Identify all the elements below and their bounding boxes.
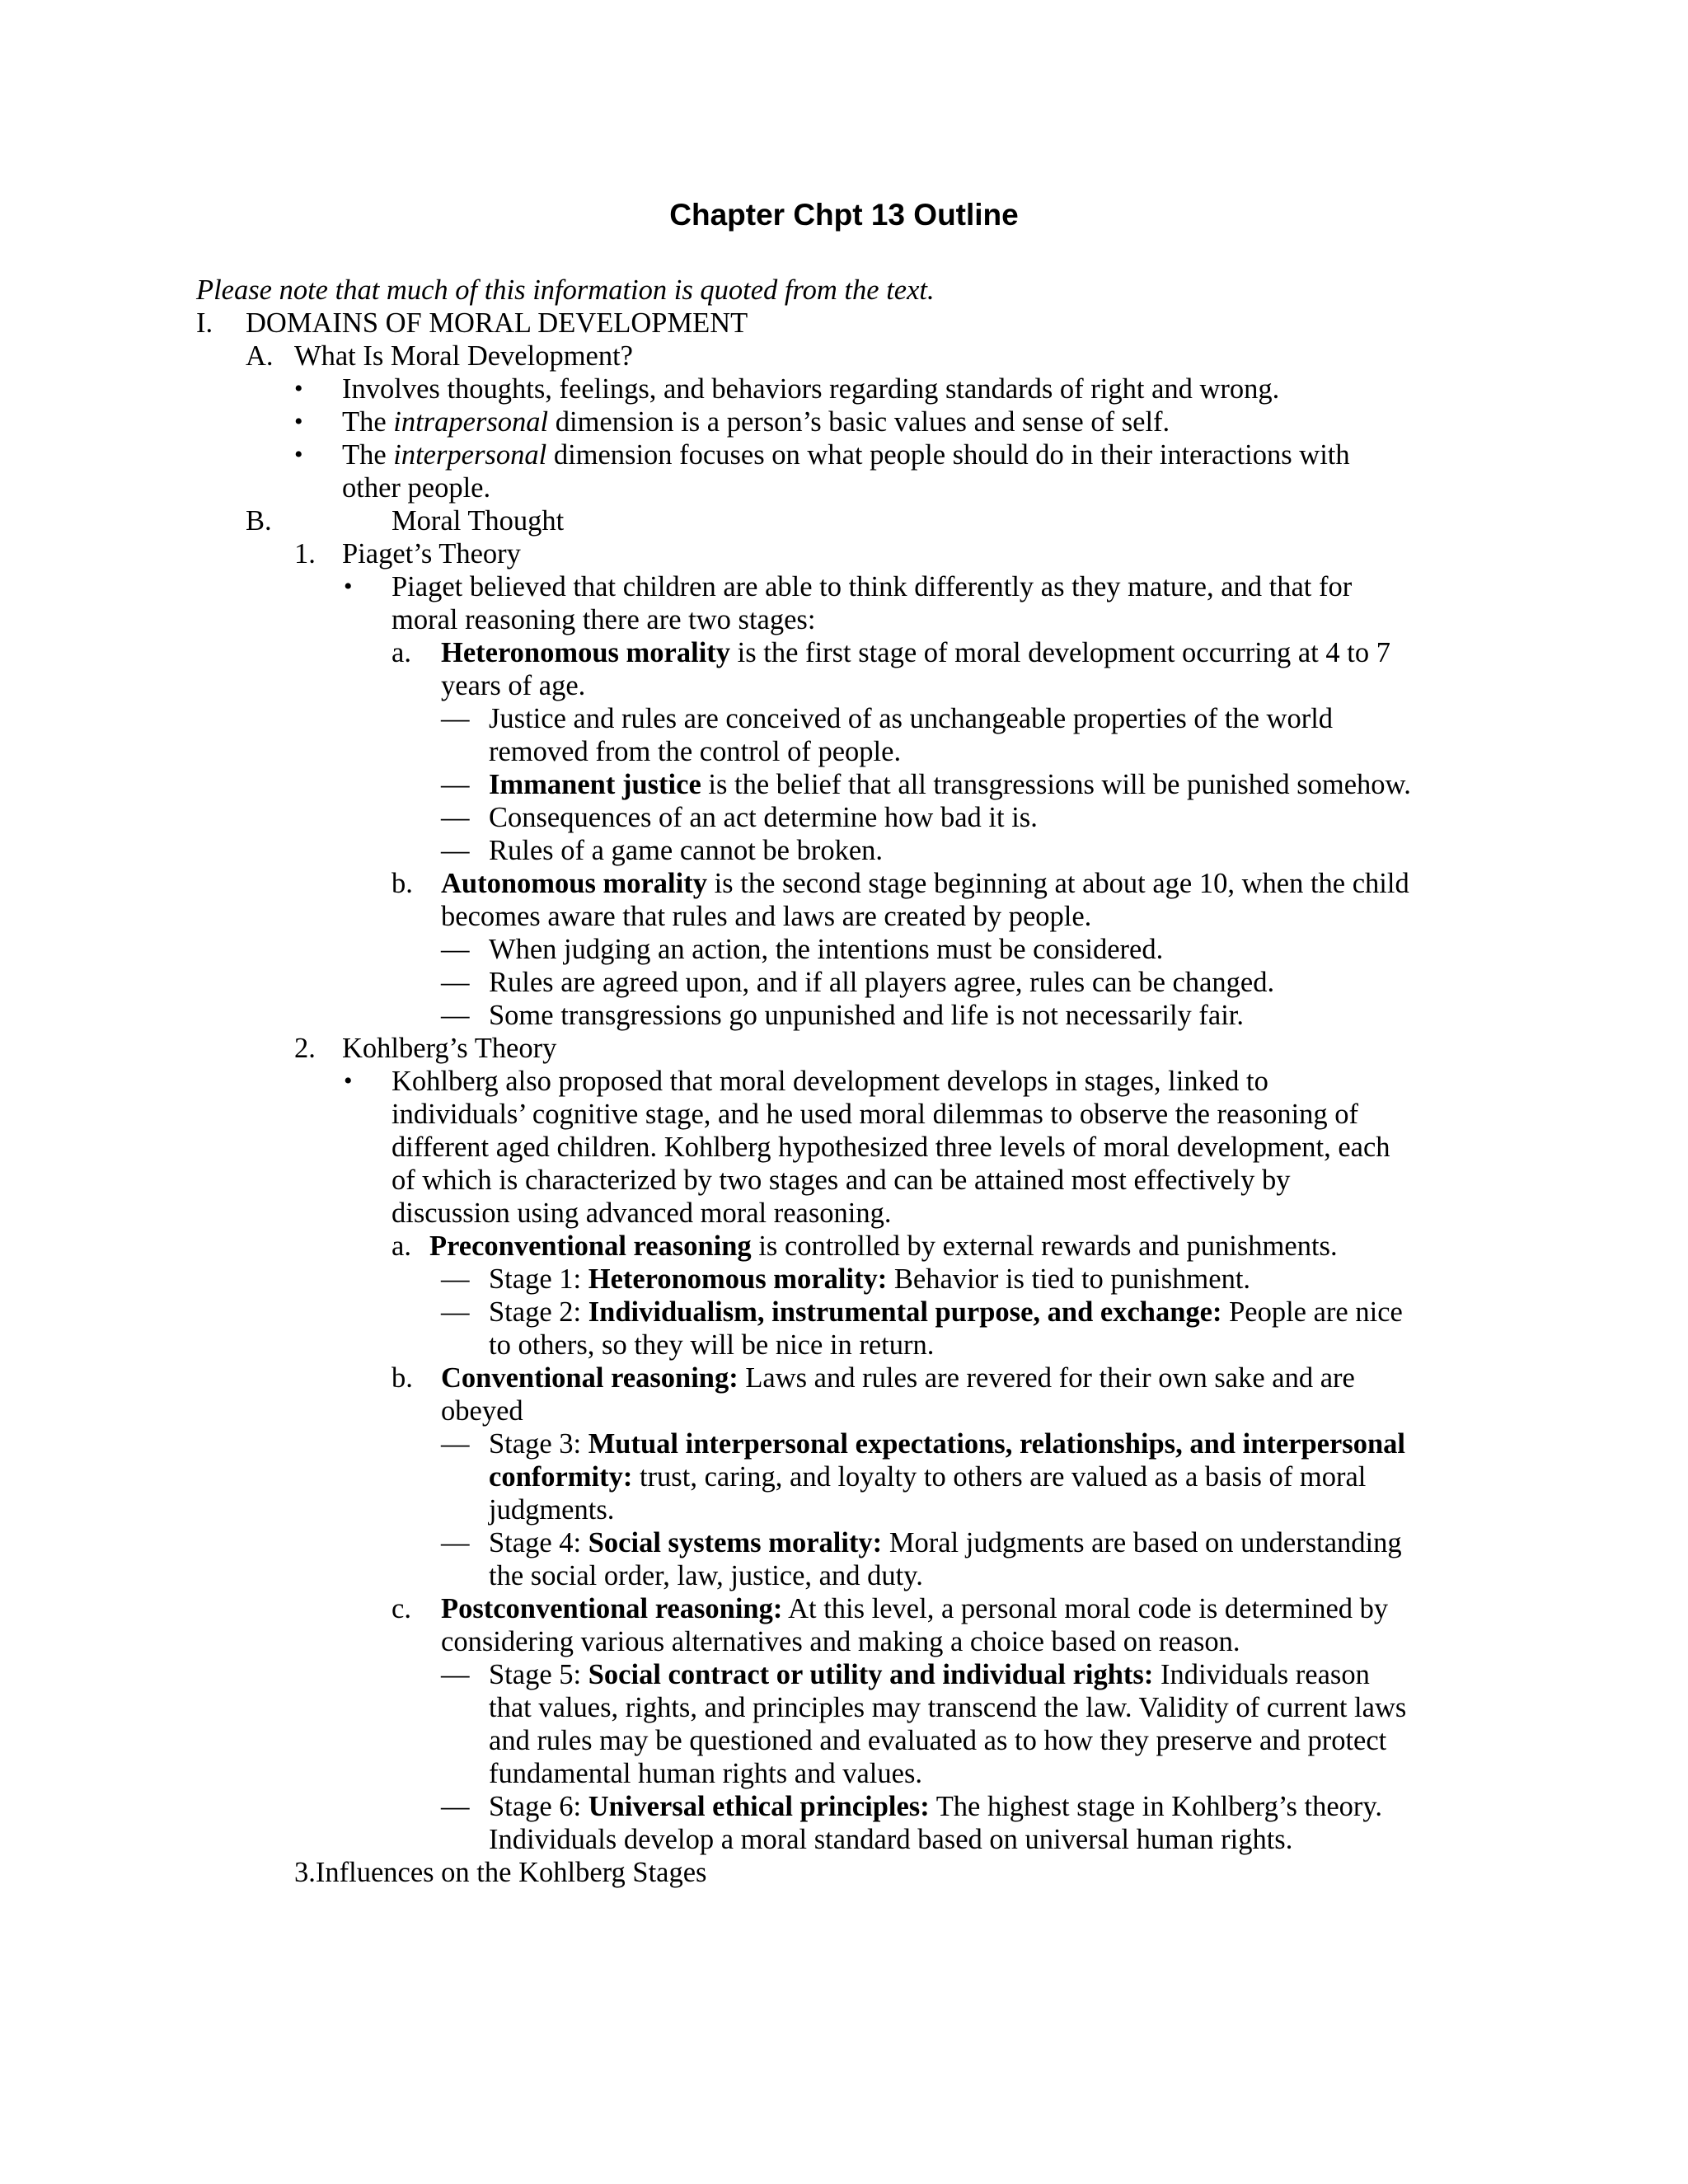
note-line xyxy=(196,274,935,307)
stage-3-continued: conformity: trust, caring, and loyalty to others are valued as a basis of moral xyxy=(489,1461,1367,1493)
stage-5-continued: and rules may be questioned and evaluated as to how they preserve and protect xyxy=(489,1725,1387,1756)
kohlberg-bullet-continued: individuals’ cognitive stage, and he used moral dilemmas to observe the reasoning of xyxy=(392,1099,1359,1130)
stage-3: Stage 3: Mutual interpersonal expectations, relationships, and interpersonal xyxy=(489,1428,1406,1460)
kohlberg-heading: Kohlberg’s Theory xyxy=(342,1033,557,1064)
stage-6: Stage 6: Universal ethical principles: The highest stage in Kohlberg’s theory. xyxy=(489,1791,1383,1822)
dash-item: When judging an action, the intentions must be considered. xyxy=(489,934,1164,965)
dash-icon: — xyxy=(441,835,470,866)
kohlberg-c-marker: c. xyxy=(392,1593,411,1624)
piaget-a-marker: a. xyxy=(392,637,411,668)
bullet-icon: • xyxy=(344,573,353,600)
piaget-b-continued: becomes aware that rules and laws are created by people. xyxy=(441,901,1092,932)
bullet-item-continued: other people. xyxy=(342,472,491,504)
piaget-bullet: Piaget believed that children are able to think differently as they mature, and that for xyxy=(392,571,1353,602)
stage-2: Stage 2: Individualism, instrumental purpose, and exchange: People are nice xyxy=(489,1296,1403,1328)
dash-icon: — xyxy=(441,1296,470,1328)
kohlberg-c-continued: considering various alternatives and making a choice based on reason. xyxy=(441,1626,1240,1657)
bullet-icon: • xyxy=(294,375,303,402)
bullet-item: The interpersonal dimension focuses on what people should do in their interactions with xyxy=(342,439,1350,471)
bullet-icon: • xyxy=(344,1067,353,1094)
dash-icon: — xyxy=(441,967,470,998)
kohlberg-b-text: Conventional reasoning: Laws and rules are revered for their own sake and are xyxy=(441,1362,1355,1394)
piaget-a-text: Heteronomous morality is the first stage of moral development occurring at 4 to 7 xyxy=(441,637,1390,668)
dash-icon: — xyxy=(441,703,470,734)
section-numeral: I. xyxy=(196,307,213,339)
piaget-b-text: Autonomous morality is the second stage beginning at about age 10, when the child xyxy=(441,868,1409,899)
influences-heading: 3.Influences on the Kohlberg Stages xyxy=(294,1857,707,1888)
kohlberg-bullet: Kohlberg also proposed that moral development develops in stages, linked to xyxy=(392,1066,1268,1097)
note-text: Please note that much of this information is quoted from the text. xyxy=(196,274,935,306)
piaget-heading: Piaget’s Theory xyxy=(342,538,521,569)
bullet-icon: • xyxy=(294,408,303,435)
kohlberg-a-marker: a. xyxy=(392,1230,411,1262)
stage-5-continued: fundamental human rights and values. xyxy=(489,1758,922,1789)
piaget-a-continued: years of age. xyxy=(441,670,586,701)
stage-5: Stage 5: Social contract or utility and individual rights: Individuals reason xyxy=(489,1659,1370,1690)
subsection-b-marker: B. xyxy=(246,505,272,537)
stage-3-continued: judgments. xyxy=(489,1494,615,1526)
dash-item: Some transgressions go unpunished and life is not necessarily fair. xyxy=(489,1000,1245,1031)
stage-2-continued: to others, so they will be nice in return. xyxy=(489,1329,935,1361)
subsection-a-marker: A. xyxy=(246,340,274,372)
page-title: Chapter Chpt 13 Outline xyxy=(669,198,1019,232)
bullet-item: The intrapersonal dimension is a person’s basic values and sense of self. xyxy=(342,406,1170,438)
item-2-marker: 2. xyxy=(294,1033,316,1064)
kohlberg-bullet-continued: different aged children. Kohlberg hypothesized three levels of moral development, each xyxy=(392,1132,1390,1163)
stage-4: Stage 4: Social systems morality: Moral judgments are based on understanding xyxy=(489,1527,1402,1558)
kohlberg-bullet-continued: discussion using advanced moral reasoning. xyxy=(392,1197,892,1229)
piaget-b-marker: b. xyxy=(392,868,413,899)
bullet-item: Involves thoughts, feelings, and behaviors regarding standards of right and wrong. xyxy=(342,373,1280,405)
dash-item: Justice and rules are conceived of as unchangeable properties of the world xyxy=(489,703,1334,734)
section-heading: DOMAINS OF MORAL DEVELOPMENT xyxy=(246,307,748,339)
stage-6-continued: Individuals develop a moral standard based on universal human rights. xyxy=(489,1824,1293,1855)
dash-item: Consequences of an act determine how bad it is. xyxy=(489,802,1038,833)
kohlberg-b-continued: obeyed xyxy=(441,1395,523,1427)
item-1-marker: 1. xyxy=(294,538,316,569)
dash-item: Rules of a game cannot be broken. xyxy=(489,835,884,866)
dash-icon: — xyxy=(441,802,470,833)
dash-item: Immanent justice is the belief that all transgressions will be punished somehow. xyxy=(489,769,1411,800)
stage-5-continued: that values, rights, and principles may transcend the law. Validity of current laws xyxy=(489,1692,1407,1723)
dash-icon: — xyxy=(441,934,470,965)
dash-item-continued: removed from the control of people. xyxy=(489,736,902,767)
dash-icon: — xyxy=(441,1000,470,1031)
kohlberg-bullet-continued: of which is characterized by two stages and can be attained most effectively by xyxy=(392,1165,1291,1196)
kohlberg-c-text: Postconventional reasoning: At this level, a personal moral code is determined by xyxy=(441,1593,1389,1624)
dash-icon: — xyxy=(441,769,470,800)
dash-item: Rules are agreed upon, and if all players agree, rules can be changed. xyxy=(489,967,1275,998)
subsection-a-heading: What Is Moral Development? xyxy=(294,340,633,372)
dash-icon: — xyxy=(441,1428,470,1460)
kohlberg-b-marker: b. xyxy=(392,1362,413,1394)
dash-icon: — xyxy=(441,1527,470,1558)
dash-icon: — xyxy=(441,1659,470,1690)
bullet-icon: • xyxy=(294,441,303,468)
subsection-b-heading: Moral Thought xyxy=(392,505,565,537)
stage-1: Stage 1: Heteronomous morality: Behavior is tied to punishment. xyxy=(489,1263,1251,1295)
stage-4-continued: the social order, law, justice, and duty. xyxy=(489,1560,923,1591)
dash-icon: — xyxy=(441,1263,470,1295)
kohlberg-a-text: Preconventional reasoning is controlled by external rewards and punishments. xyxy=(429,1230,1338,1262)
piaget-bullet-continued: moral reasoning there are two stages: xyxy=(392,604,816,635)
dash-icon: — xyxy=(441,1791,470,1822)
